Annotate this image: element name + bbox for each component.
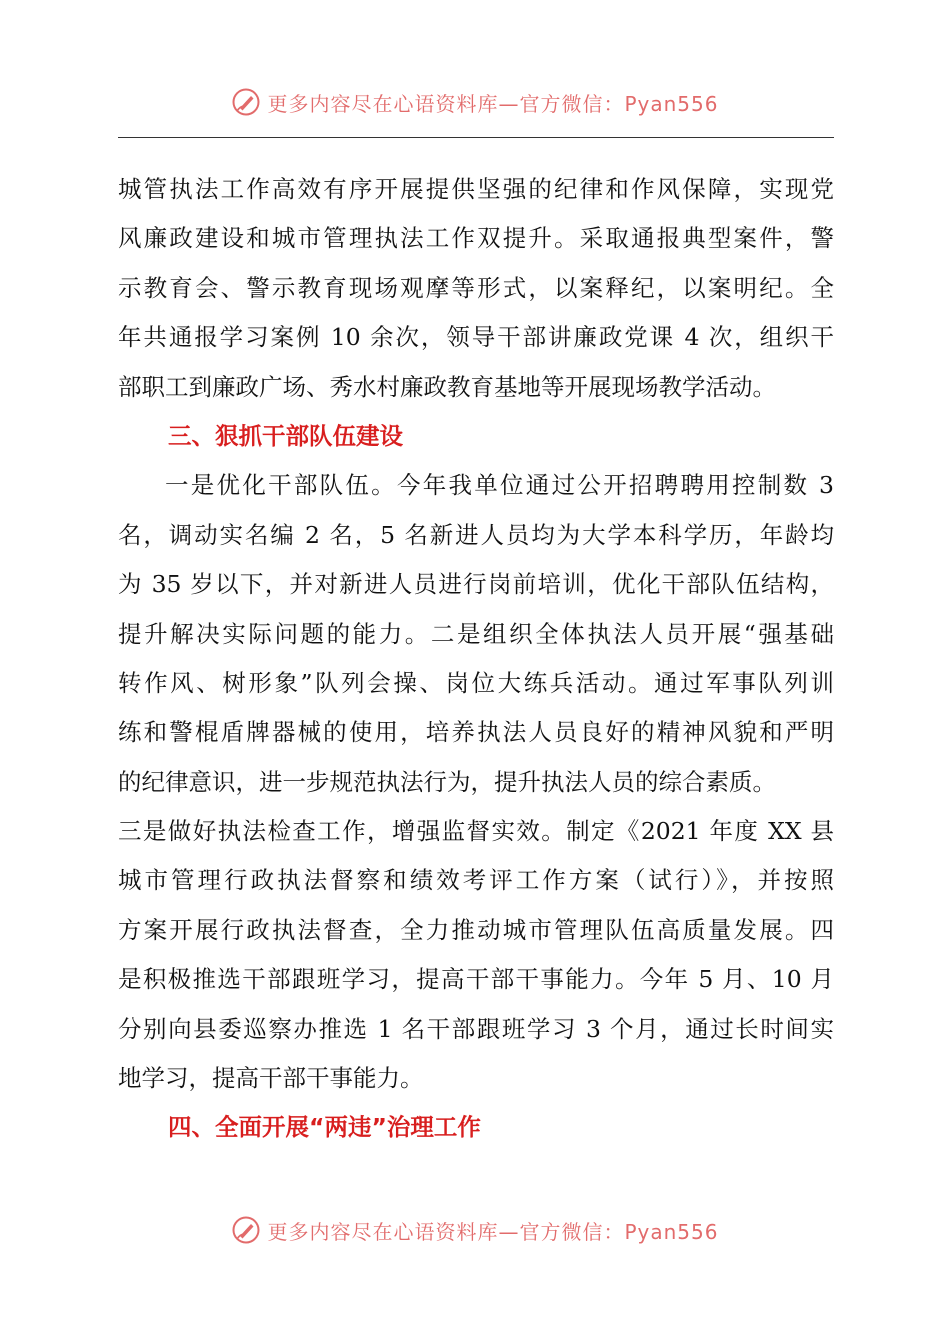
paragraph-line: 练和警棍盾牌器械的使用，培养执法人员良好的精神风貌和严明: [118, 718, 834, 747]
paragraph-line: 的纪律意识，进一步规范执法行为，提升执法人员的综合素质。: [118, 767, 776, 796]
paragraph-line: 部职工到廉政广场、秀水村廉政教育基地等开展现场教学活动。: [118, 372, 776, 401]
paragraph-line: 转作风、树形象”队列会操、岗位大练兵活动。通过军事队列训: [118, 668, 834, 697]
paragraph-line: 为 35 岁以下，并对新进人员进行岗前培训，优化干部队伍结构，: [118, 570, 834, 599]
paragraph-line: 三是做好执法检查工作，增强监督实效。制定《2021 年度 XX 县: [118, 817, 834, 846]
paragraph-line: 城市管理行政执法督察和绩效考评工作方案（试行）》，并按照: [118, 866, 834, 895]
paragraph-line: 一是优化干部队伍。今年我单位通过公开招聘聘用控制数 3: [165, 471, 834, 500]
paragraph-line: 年共通报学习案例 10 余次，领导干部讲廉政党课 4 次，组织干: [118, 323, 834, 352]
paragraph-line: 名，调动实名编 2 名，5 名新进人员均为大学本科学历，年龄均: [118, 520, 834, 549]
paragraph-line: 地学习，提高干部干事能力。: [118, 1064, 424, 1093]
footer-watermark: [0, 1210, 950, 1250]
paragraph-line: 分别向县委巡察办推选 1 名干部跟班学习 3 个月，通过长时间实: [118, 1014, 834, 1043]
paragraph-line: 城管执法工作高效有序开展提供坚强的纪律和作风保障，实现党: [118, 175, 834, 203]
paragraph-line: 方案开展行政执法督查，全力推动城市管理队伍高质量发展。四: [118, 915, 834, 944]
pen-circle-logo-icon: [231, 1215, 261, 1245]
document-body: [118, 165, 834, 1153]
header-divider: [118, 137, 834, 138]
section-heading: 四、全面开展“两违”治理工作: [168, 1113, 481, 1142]
pen-circle-logo-icon: [231, 87, 261, 117]
section-heading: 三、狠抓干部队伍建设: [168, 421, 403, 450]
header-watermark: [0, 82, 950, 122]
paragraph-line: 是积极推选干部跟班学习，提高干部干事能力。今年 5 月、10 月: [118, 965, 834, 994]
paragraph-line: 提升解决实际问题的能力。二是组织全体执法人员开展“强基础: [118, 619, 834, 648]
header-watermark-text: 更多内容尽在心语资料库—官方微信：Pyan556: [267, 91, 719, 116]
paragraph-line: 风廉政建设和城市管理执法工作双提升。采取通报典型案件，警: [118, 224, 834, 253]
footer-watermark-text: 更多内容尽在心语资料库—官方微信：Pyan556: [267, 1219, 719, 1244]
paragraph-line: 示教育会、警示教育现场观摩等形式，以案释纪，以案明纪。全: [118, 273, 834, 302]
